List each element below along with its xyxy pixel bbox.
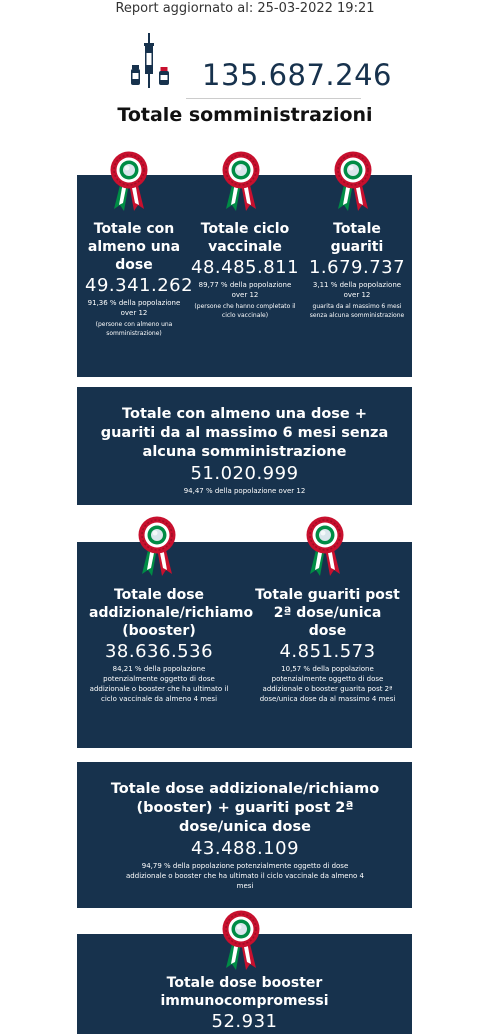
stat-value: 49.341.262 [85,275,194,296]
stat-value: 38.636.536 [104,641,214,662]
stat-note: 89,77 % della popolazione over 12 [198,281,292,299]
stat-title: Totale con almeno una dose [87,221,181,273]
stat-booster [89,586,254,704]
stat-title: Totale ciclo vaccinale [200,221,290,255]
card-note: 94,79 % della popolazione potenzialmente oggetto di dose addizionale o booster che ha ultimato il ciclo vaccinale da almeno 4 mesi [126,862,364,890]
rosette-icon [138,516,176,576]
stat-title: Totale dose addizionale/richiamo (booster) [89,587,254,639]
rosette-icon [334,151,372,211]
stat-recovered-post-dose [255,586,400,704]
stat-title: Totale guariti post 2ª dose/unica dose [255,587,400,639]
stat-subnote: (persone con almeno una somministrazione) [95,321,173,337]
stat-note: 84,21 % della popolazione potenzialmente oggetto di dose addizionale o booster che ha ultimato il ciclo vaccinale da almeno 4 mesi [89,665,229,703]
card-title: Totale dose booster immunocompromessi [160,975,329,1009]
stat-value: 1.679.737 [308,257,406,278]
card-value: 43.488.109 [190,838,300,859]
stat-subnote: guarita da al massimo 6 mesi senza alcuna somministrazione [309,303,405,319]
rosette-icon [222,910,260,970]
stat-title: Totale guariti [330,221,384,255]
stat-value: 4.851.573 [279,641,376,662]
vaccine-syringe-icon [131,33,175,89]
header-divider [186,98,361,99]
card-booster-plus-recovered [77,762,412,908]
stat-note: 3,11 % della popolazione over 12 [312,281,402,299]
stat-at-least-one-dose [85,220,194,338]
rosette-icon [110,151,148,211]
total-administrations-value: 135.687.246 [202,58,392,92]
stat-note: 91,36 % della popolazione over 12 [87,299,181,317]
card-dose-plus-recovered [77,387,412,505]
total-administrations-label: Totale somministrazioni [117,104,373,126]
stat-subnote: (persone che hanno completato il ciclo vaccinale) [194,303,296,319]
card-value: 51.020.999 [190,463,299,484]
report-updated-text: Report aggiornato al: 25-03-2022 19:21 [115,1,375,16]
stat-full-vaccination-cycle [191,220,299,320]
card-booster-stats [77,542,412,748]
rosette-icon [306,516,344,576]
stat-value: 48.485.811 [191,257,300,278]
stat-note: 10,57 % della popolazione potenzialmente oggetto di dose addizionale o booster guarita post 2ª dose/unica dose da al massimo 4 mesi [259,665,396,703]
stat-recovered [305,220,409,320]
card-note: 94,47 % della popolazione over 12 [183,487,306,495]
card-value: 52.931 [211,1011,278,1032]
card-title: Totale con almeno una dose + guariti da al massimo 6 mesi senza alcuna somministrazione [100,406,389,460]
card-title: Totale dose addizionale/richiamo (booster) + guariti post 2ª dose/unica dose [110,781,380,835]
rosette-icon [222,151,260,211]
